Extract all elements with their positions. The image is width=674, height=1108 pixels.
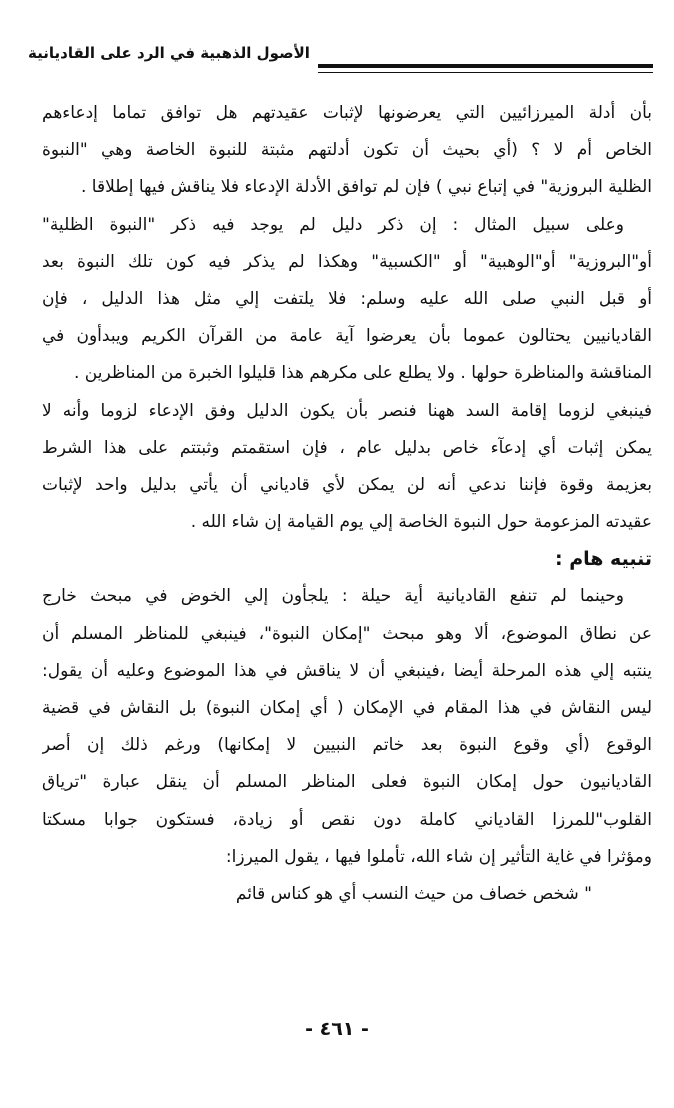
text-line: الوقوع (أي وقوع النبوة بعد خاتم النبيين لا إمكانها) ورغم ذلك إن أصر (42, 735, 652, 756)
header-rule-thin (318, 72, 653, 73)
text-line: أو"البروزية" أو"الوهبية" أو "الكسبية" وهكذا لم يذكر فيه كون تلك النبوة بعد (42, 251, 652, 272)
body-text (42, 95, 652, 913)
section-heading: تنبيه هام : (555, 548, 652, 571)
text-line: ومؤثرا في غاية التأثير إن شاء الله، تأملوا فيها ، يقول الميرزا: (225, 846, 652, 867)
quote-line: " شخص خصاف من حيث النسب أي هو كناس قائم (235, 883, 592, 904)
text-line: عن نطاق الموضوع، ألا وهو مبحث "إمكان النبوة"، فينبغي للمناظر المسلم أن (42, 623, 652, 644)
text-line: ليس النقاش في هذا المقام في الإمكان ( أي إمكان النبوة) بل النقاش في قضية (42, 698, 652, 718)
text-line: القاديانيين يحتالون عموما بأن يعرضوا آية عامة من القرآن الكريم ويبدأون في (42, 326, 652, 347)
text-line: القلوب"للمرزا القادياني كاملة دون نقص أو زيادة، فستكون جوابا مسكتا (42, 809, 652, 830)
text-line: وعلى سبيل المثال : إن ذكر دليل لم يوجد فيه ذكر "النبوة الظلية" (42, 214, 624, 235)
text-line: يمكن إثبات أي إدعآء خاص بدليل عام ، فإن استقمتم وثبتتم على هذا الشرط (42, 437, 652, 458)
text-line: ينتبه إلي هذه المرحلة أيضا ،فينبغي أن لا يناقش في هذا الموضوع وعليه أن يقول: (42, 660, 652, 681)
text-line: الخاص أم لا ؟ (أي بحيث أن تكون أدلتهم مثبتة للنبوة الخاصة وهي "النبوة (42, 140, 652, 161)
text-line: بعزيمة وقوة فإننا ندعي أنه لن يمكن لأي قادياني أن يأتي بدليل واحد لإثبات (42, 474, 652, 495)
page-number: - ٤٦١ - (305, 1018, 369, 1040)
running-header-title: الأصول الذهبية في الرد على القاديانية (28, 44, 310, 62)
text-line: أو قبل النبي صلى الله عليه وسلم: فلا يلتفت إلي مثل هذا الدليل ، فإن (42, 288, 652, 309)
text-line: فينبغي لزوما إقامة السد ههنا فنصر بأن يكون الدليل وفق الإدعاء لزوما وأنه لا (42, 400, 652, 421)
text-line: بأن أدلة الميرزائيين التي يعرضونها لإثبات عقيدتهم هل توافق تماما إدعاءهم (42, 103, 652, 123)
text-line: القاديانيون حول إمكان النبوة فعلى المناظر المسلم أن ينقل عبارة "ترياق (42, 772, 652, 793)
text-line: وحينما لم تنفع القاديانية أية حيلة : يلجأون إلي الخوض في مبحث خارج (42, 586, 624, 607)
text-line: عقيدته المزعومة حول النبوة الخاصة إلي يوم القيامة إن شاء الله . (190, 512, 652, 533)
text-line: الظلية البروزية" في إتباع نبي ) فإن لم توافق الأدلة الإدعاء فلا يناقش فيها إطلاقا . (80, 177, 652, 198)
header-rule-thick (318, 64, 653, 68)
text-line: المناقشة والمناظرة حولها . ولا يطلع على مكرهم هذا قليلوا الخبرة من المناظرين . (74, 363, 652, 384)
